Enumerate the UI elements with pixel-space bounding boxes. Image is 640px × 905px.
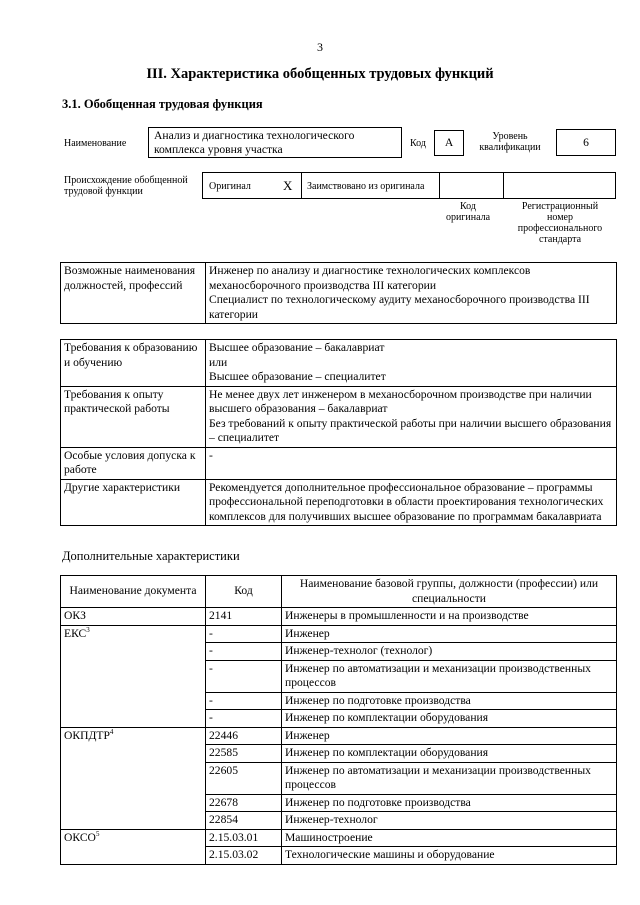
document-name: ОКПДТР xyxy=(64,728,110,742)
code-cell: 22446 xyxy=(206,727,282,745)
code-cell: 22605 xyxy=(206,762,282,794)
other-characteristics-values xyxy=(206,479,617,526)
table-row xyxy=(61,608,617,626)
header-document: Наименование документа xyxy=(61,576,206,608)
code-cell: 22678 xyxy=(206,794,282,812)
name-cell: Инженер-технолог (технолог) xyxy=(282,643,617,661)
function-name-box xyxy=(148,127,402,158)
code-cell: 2.15.03.01 xyxy=(206,829,282,847)
code-label: Код xyxy=(410,138,426,149)
code-cell: - xyxy=(206,625,282,643)
experience-values xyxy=(206,386,617,447)
name-cell: Инженер по подготовке производства xyxy=(282,794,617,812)
document-cell xyxy=(61,829,206,864)
document-name: ЕКС xyxy=(64,626,87,640)
special-conditions-values xyxy=(206,447,617,479)
code-cell: - xyxy=(206,660,282,692)
code-cell: 2.15.03.02 xyxy=(206,847,282,865)
requirement-line: Рекомендуется дополнительное профессиональное образование – программы профессиональной переподготовки в области проектирования технологических комплексов для получивших высшее образование по программам бакалавриата xyxy=(209,480,604,523)
education-label: Требования к образованию и обучению xyxy=(61,340,206,387)
additional-title: Дополнительные характеристики xyxy=(62,549,240,563)
code-original-caption: Код оригинала xyxy=(445,201,491,223)
name-cell: Инженер xyxy=(282,625,617,643)
name-cell: Инженер xyxy=(282,727,617,745)
positions-table xyxy=(60,262,617,324)
origin-divider-1 xyxy=(301,173,302,198)
other-characteristics-label: Другие характеристики xyxy=(61,479,206,526)
name-cell: Инженер по автоматизации и механизации производственных процессов xyxy=(282,660,617,692)
document-name: ОКСО xyxy=(64,830,96,844)
level-value: 6 xyxy=(583,136,589,149)
code-box xyxy=(434,130,464,156)
origin-borrowed-label: Заимствовано из оригинала xyxy=(307,181,425,192)
document-name: ОКЗ xyxy=(64,609,86,622)
name-cell: Инженеры в промышленности и на производстве xyxy=(282,608,617,626)
code-cell: - xyxy=(206,643,282,661)
code-cell: - xyxy=(206,692,282,710)
table-row xyxy=(61,340,617,387)
origin-original-mark: X xyxy=(283,178,293,193)
name-cell: Инженер по комплектации оборудования xyxy=(282,710,617,728)
origin-original-label: Оригинал xyxy=(209,181,251,192)
code-cell: 22585 xyxy=(206,745,282,763)
additional-table xyxy=(60,575,617,865)
name-label: Наименование xyxy=(64,138,127,149)
requirement-line: - xyxy=(209,448,213,462)
education-values xyxy=(206,340,617,387)
table-row xyxy=(61,447,617,479)
document-cell xyxy=(61,727,206,829)
code-cell: 22854 xyxy=(206,812,282,830)
name-cell: Машиностроение xyxy=(282,829,617,847)
table-row xyxy=(61,263,617,324)
name-cell: Инженер по автоматизации и механизации производственных процессов xyxy=(282,762,617,794)
origin-label: Происхождение обобщенной трудовой функции xyxy=(64,175,188,197)
table-row xyxy=(61,727,617,745)
position-item: Инженер по анализу и диагностике технологических комплексов механосборочного производства III категории xyxy=(209,264,531,292)
table-row xyxy=(61,829,617,847)
code-cell: 2141 xyxy=(206,608,282,626)
requirement-line: Высшее образование – бакалавриат xyxy=(209,341,385,354)
requirement-line: Без требований к опыту практической работы при наличии высшего образования – специалитет xyxy=(209,416,612,444)
section-title: III. Характеристика обобщенных трудовых функций xyxy=(146,66,494,82)
experience-label: Требования к опыту практической работы xyxy=(61,386,206,447)
footnote-ref: 4 xyxy=(109,727,114,736)
positions-label: Возможные наименования должностей, профессий xyxy=(61,263,206,324)
table-row xyxy=(61,386,617,447)
footnote-ref: 3 xyxy=(86,625,90,634)
table-row xyxy=(61,625,617,643)
table-row xyxy=(61,479,617,526)
requirement-line: Не менее двух лет инженером в механосборочном производстве при наличии высшего образования – бакалавриат xyxy=(209,387,592,415)
subsection-title: 3.1. Обобщенная трудовая функция xyxy=(62,97,263,111)
name-cell: Инженер по комплектации оборудования xyxy=(282,745,617,763)
name-cell: Инженер по подготовке производства xyxy=(282,692,617,710)
document-cell xyxy=(61,608,206,626)
name-cell: Технологические машины и оборудование xyxy=(282,847,617,865)
reg-number-caption: Регистрационный номер профессионального стандарта xyxy=(517,201,603,245)
level-box xyxy=(556,129,616,156)
page-number: 3 xyxy=(317,40,323,54)
additional-table-body xyxy=(61,608,617,865)
requirement-line: или xyxy=(209,355,228,369)
table-header-row xyxy=(61,576,617,608)
level-label: Уровень квалификации xyxy=(479,131,541,153)
header-code: Код xyxy=(206,576,282,608)
footnote-ref: 5 xyxy=(95,829,100,838)
position-item: Специалист по технологическому аудиту механосборочного производства III категории xyxy=(209,293,590,321)
origin-divider-2 xyxy=(439,173,440,198)
code-value: А xyxy=(444,136,454,149)
requirements-table xyxy=(60,339,617,526)
origin-box xyxy=(202,172,616,199)
origin-divider-3 xyxy=(503,173,504,198)
document-cell xyxy=(61,625,206,727)
positions-values xyxy=(206,263,617,324)
special-conditions-label: Особые условия допуска к работе xyxy=(61,447,206,479)
code-cell: - xyxy=(206,710,282,728)
name-cell: Инженер-технолог xyxy=(282,812,617,830)
requirement-line: Высшее образование – специалитет xyxy=(209,370,386,383)
function-name-value: Анализ и диагностика технологического комплекса уровня участка xyxy=(154,129,355,156)
header-name: Наименование базовой группы, должности (профессии) или специальности xyxy=(282,576,617,608)
